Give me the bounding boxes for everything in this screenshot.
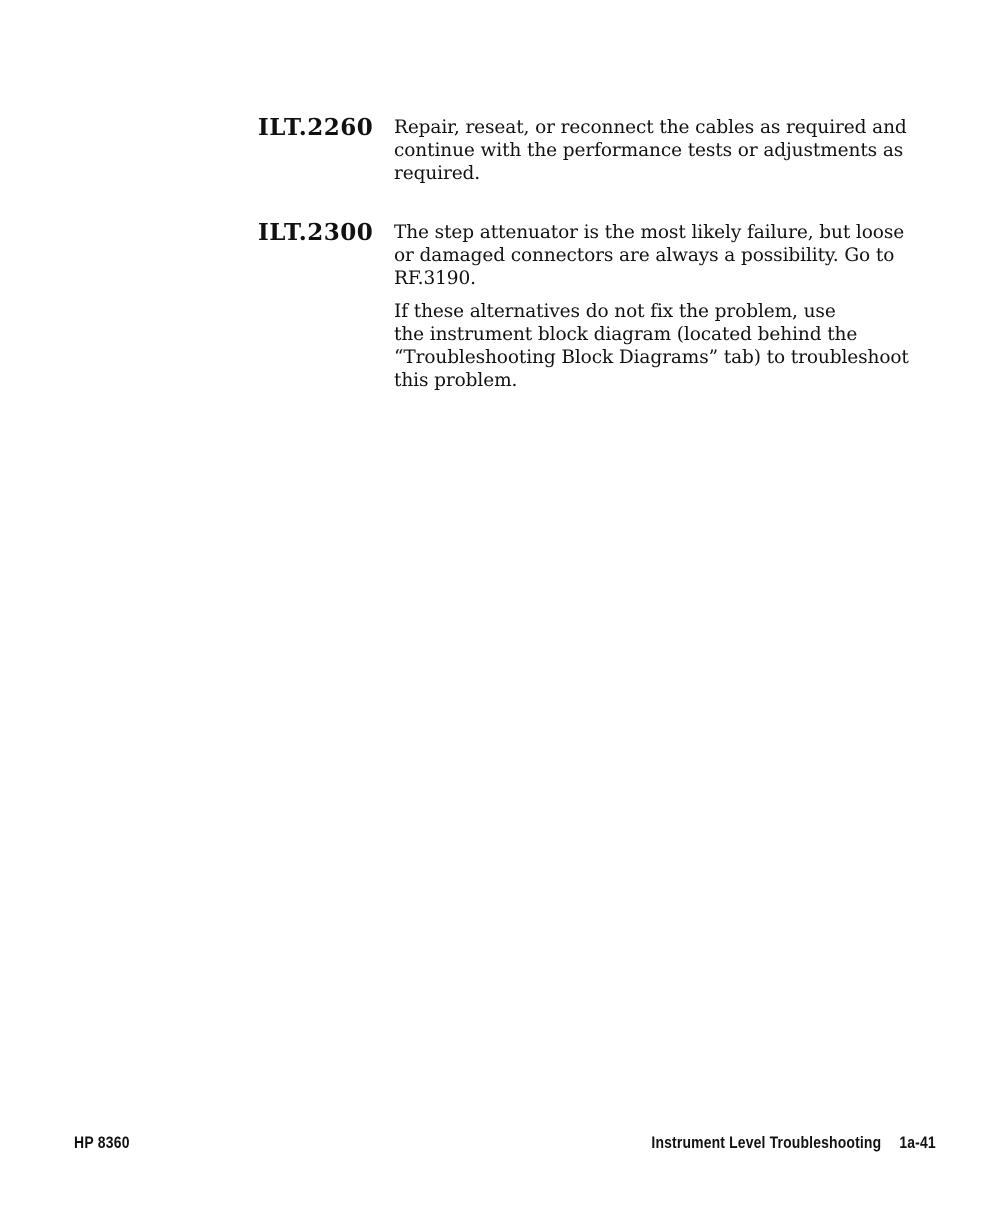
- text-line: required.: [394, 163, 481, 184]
- entry-id: ILT.2300: [258, 219, 374, 246]
- footer-model: HP 8360: [74, 1133, 130, 1152]
- text-line: RF.3190.: [394, 268, 476, 289]
- entry-body: [394, 221, 934, 402]
- paragraph: [394, 221, 934, 290]
- text-line: Repair, reseat, or reconnect the cables as required and: [394, 117, 907, 138]
- footer-section: Instrument Level Troubleshooting: [651, 1133, 882, 1152]
- text-line: continue with the performance tests or adjustments as: [394, 140, 904, 161]
- text-line: “Troubleshooting Block Diagrams” tab) to troubleshoot: [394, 347, 909, 368]
- text-line: or damaged connectors are always a possibility. Go to: [394, 245, 895, 266]
- text-line: The step attenuator is the most likely failure, but loose: [394, 222, 905, 243]
- paragraph: [394, 300, 934, 392]
- text-line: the instrument block diagram (located behind the: [394, 324, 858, 345]
- footer-running-title: [652, 1133, 936, 1153]
- text-line: this problem.: [394, 370, 518, 391]
- page-number: 1a-41: [899, 1133, 936, 1152]
- text-line: If these alternatives do not fix the problem, use: [394, 301, 836, 322]
- paragraph: [394, 116, 934, 185]
- entry-body: [394, 116, 934, 195]
- entry-id: ILT.2260: [258, 114, 374, 141]
